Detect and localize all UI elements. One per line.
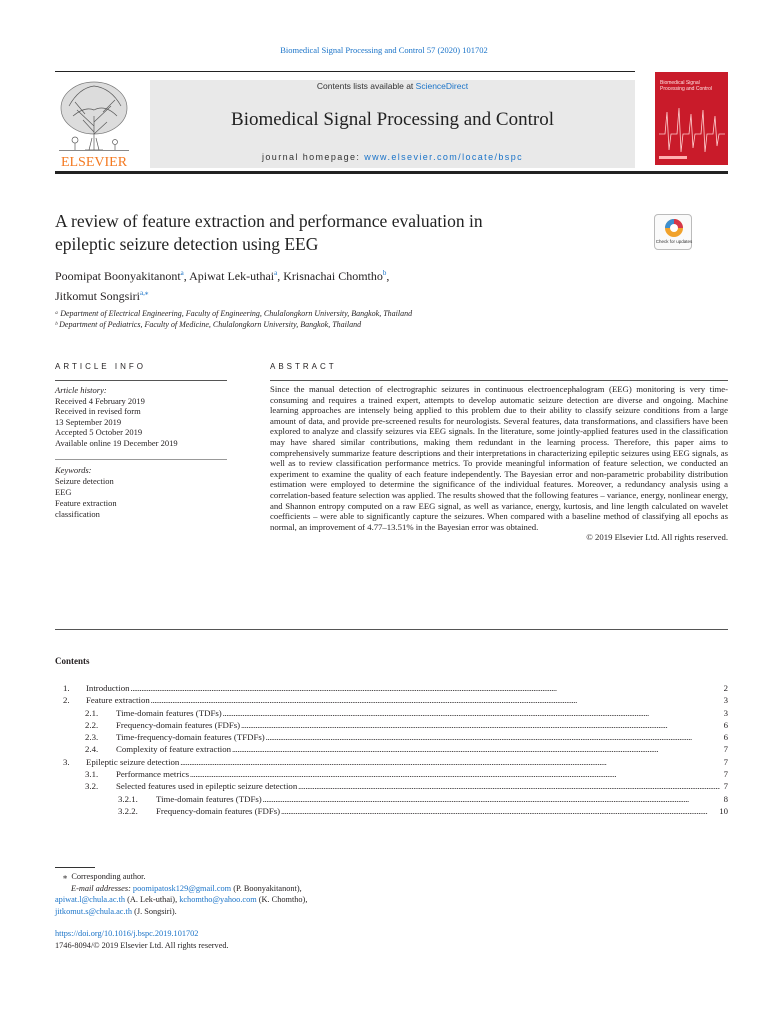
history-item: Accepted 5 October 2019	[55, 427, 143, 438]
email-line-2	[55, 894, 515, 906]
journal-citation-link[interactable]: Biomedical Signal Processing and Control 57 (2020) 101702	[280, 45, 488, 55]
email-link[interactable]: apiwat.l@chula.ac.th	[55, 895, 126, 904]
toc-entry-label[interactable]: Introduction . . .	[86, 682, 720, 694]
author-name[interactable]: Jitkomut Songsiri	[55, 289, 141, 303]
toc-entry[interactable]	[55, 707, 728, 719]
toc-entry-page[interactable]: 7	[723, 756, 728, 767]
journal-citation[interactable]	[0, 45, 768, 55]
toc-entry[interactable]	[55, 743, 728, 755]
keywords	[55, 465, 227, 520]
footnote-rule	[55, 867, 95, 868]
article-info-rule	[55, 380, 227, 381]
history-item: Received in revised form	[55, 406, 141, 417]
cover-signal-graphic	[655, 72, 728, 165]
toc-entry-page[interactable]: 8	[723, 793, 728, 804]
keyword: Feature extraction	[55, 498, 117, 508]
doi-link[interactable]: https://doi.org/10.1016/j.bspc.2019.101702	[55, 929, 199, 938]
journal-homepage	[150, 152, 635, 162]
article-title-line-1: A review of feature extraction and performance evaluation in	[55, 211, 483, 231]
keyword: classification	[55, 509, 100, 519]
toc-entry-label[interactable]: Frequency-domain features (FDFs) . . .	[156, 805, 720, 817]
email-line-1	[55, 883, 515, 895]
email-owner: (P. Boonyakitanont),	[231, 883, 302, 893]
keywords-divider	[55, 459, 227, 460]
author-affiliation-mark[interactable]: a,⁎	[140, 289, 149, 297]
contents-heading: Contents	[55, 656, 90, 666]
toc-entry-page[interactable]: 7	[723, 781, 728, 792]
toc-entry-label[interactable]: Feature extraction . . .	[86, 694, 720, 706]
article-info-heading: ARTICLE INFO	[55, 362, 146, 371]
homepage-label: journal homepage:	[261, 152, 365, 162]
toc-entry[interactable]	[55, 756, 728, 768]
toc-entry-label[interactable]: Frequency-domain features (FDFs) . . .	[116, 719, 720, 731]
elsevier-tree-icon	[55, 76, 133, 168]
elsevier-logo[interactable]	[55, 76, 133, 168]
crossmark-icon	[655, 215, 693, 251]
toc-entry-number: 2.2.	[85, 719, 99, 730]
abstract-rule	[270, 380, 728, 381]
affiliation-b: ᵇ Department of Pediatrics, Faculty of Medicine, Chulalongkorn University, Bangkok, Thailand	[55, 320, 362, 329]
history-item: Received 4 February 2019	[55, 395, 145, 406]
toc-entry-number: 2.4.	[85, 744, 99, 755]
keywords-label: Keywords:	[55, 465, 92, 475]
history-item: Available online 19 December 2019	[55, 437, 178, 448]
author-name[interactable]: Poomipat Boonyakitanont	[55, 269, 181, 283]
abstract-body	[270, 384, 728, 543]
contents-available	[150, 81, 635, 91]
toc-entry-number: 1.	[63, 683, 70, 693]
email-link[interactable]: poomipatosk129@gmail.com	[132, 883, 232, 893]
toc-entry[interactable]	[55, 793, 728, 805]
email-link[interactable]: jitkomut.s@chula.ac.th	[55, 906, 132, 916]
email-label: E-mail addresses:	[71, 883, 133, 893]
toc-entry-page[interactable]: 7	[723, 769, 728, 780]
elsevier-wordmark: ELSEVIER	[60, 155, 128, 168]
email-line-3	[55, 906, 515, 918]
abstract-copyright: © 2019 Elsevier Ltd. All rights reserved.	[586, 532, 728, 543]
toc-entry-page[interactable]: 7	[723, 744, 728, 755]
toc-entry[interactable]	[55, 805, 728, 817]
header-bottom-rule	[55, 171, 728, 174]
toc-entry-number: 3.	[63, 756, 70, 767]
issn-copyright: 1746-8094/© 2019 Elsevier Ltd. All rights reserved.	[55, 940, 229, 950]
toc-entry-page[interactable]: 3	[723, 707, 728, 718]
affiliations	[55, 308, 615, 330]
corresponding-author-text: Corresponding author.	[71, 872, 146, 881]
author-separator: ,	[183, 269, 190, 283]
toc-entry[interactable]	[55, 780, 728, 792]
toc-entry[interactable]	[55, 682, 728, 694]
author-name[interactable]: Krisnachai Chomtho	[283, 269, 383, 283]
history-item: 13 September 2019	[55, 416, 122, 427]
abstract-text: Since the manual detection of electrographic seizures in continuous electroencephalogram (EEG) monitoring is very time-consuming and requires a trained expert, attempts to develop automatic seizure detection are diverse and ongoing. Machine learning approaches are intensely being applied to this problem due to their ability to classify seizure conditions from a large amount of data, and provide pre-screened results for neurologists. Several features, data transformations, and classifiers have been explored to analyze and classify seizures via EEG signals. In the literature, some jointly-applied features used in the classification may have shared similar contributions, making them redundant in the learning process. Therefore, this paper aims to comprehensively summarize feature descriptions and their interpretations in characterizing epileptic seizures using EEG signals, as well as to review classification performance metrics. To provide meaningful information of feature selection, we conducted an experiment to examine the quality of each feature independently. The Bayesian error and non-parametric probability distribution estimation were employed to determine the significance of the individual features. Moreover, a redundancy analysis using a correlation-based feature selection was applied. The results showed that the following features – variance, energy, nonlinear energy, and Shannon entropy computed on a raw EEG signal, as well as variance, energy, kurtosis, and line length calculated on wavelet coefficients – were able to significantly capture the seizures. When compared with a baseline method of classifying all epochs as normal, an improvement of 4.77–13.51% in the Bayesian error was obtained.	[270, 384, 728, 532]
email-owner: (J. Songsiri).	[132, 906, 177, 916]
corresponding-mark: ⁎	[63, 872, 68, 881]
toc-entry[interactable]	[55, 719, 728, 731]
toc-entry-label[interactable]: Epileptic seizure detection . . .	[86, 756, 720, 768]
toc-entry-page[interactable]: 2	[723, 683, 728, 693]
check-for-updates-button[interactable]	[654, 214, 692, 250]
toc-entry-number: 2.	[63, 695, 70, 706]
toc-entry-page[interactable]: 10	[719, 805, 728, 816]
email-owner: (A. Lek-uthai),	[125, 895, 180, 904]
abstract-heading: ABSTRACT	[270, 362, 337, 371]
toc-entry-page[interactable]: 6	[723, 732, 728, 743]
affiliation-a: ᵃ Department of Electrical Engineering, Faculty of Engineering, Chulalongkorn University, Bangkok, Thailand	[55, 309, 413, 318]
article-title	[55, 210, 615, 256]
contents-available-text: Contents lists available at	[316, 81, 416, 91]
article-title-line-2: epileptic seizure detection using EEG	[55, 234, 319, 254]
keyword: EEG	[55, 487, 72, 497]
author-affiliation-mark[interactable]: a	[274, 269, 278, 277]
corresponding-author-note	[55, 871, 515, 883]
journal-banner	[150, 80, 635, 168]
toc-entry-page[interactable]: 6	[723, 719, 728, 730]
abstract-bottom-rule	[55, 629, 728, 630]
author-name[interactable]: Apiwat Lek-uthai	[189, 269, 275, 283]
author-separator: ,	[277, 269, 284, 283]
journal-cover-thumbnail[interactable]	[655, 72, 728, 165]
sciencedirect-link[interactable]: ScienceDirect	[415, 81, 469, 91]
crossmark-label: Check for updates	[655, 239, 693, 244]
author-affiliation-mark[interactable]: b	[382, 269, 387, 277]
toc-entry-number: 3.2.	[85, 781, 99, 792]
history-label: Article history:	[55, 385, 107, 395]
toc-entry[interactable]	[55, 768, 728, 780]
toc-entry-label[interactable]: Time-domain features (TDFs) . . .	[116, 707, 720, 719]
toc-entry-number: 2.3.	[85, 732, 99, 743]
doi-block	[55, 928, 515, 951]
toc-entry-number: 3.2.1.	[118, 793, 138, 804]
toc-entry-label[interactable]: Performance metrics . . .	[116, 768, 720, 780]
author-affiliation-mark[interactable]: a	[180, 269, 184, 277]
author-separator: ,	[386, 269, 390, 283]
keyword: Seizure detection	[55, 476, 114, 486]
article-history	[55, 385, 227, 449]
cover-title: Biomedical Signal Processing and Control	[660, 80, 712, 92]
toc-entry-label[interactable]: Time-frequency-domain features (TFDFs) . . .	[116, 731, 720, 743]
toc-entry-label[interactable]: Selected features used in epileptic seizure detection . . .	[116, 780, 720, 792]
email-owner: (K. Chomtho),	[256, 895, 308, 904]
table-of-contents	[55, 682, 728, 817]
homepage-link[interactable]: www.elsevier.com/locate/bspc	[364, 152, 523, 162]
toc-entry-label[interactable]: Complexity of feature extraction . . .	[116, 743, 720, 755]
footnotes	[55, 871, 515, 917]
toc-entry-number: 3.2.2.	[118, 805, 138, 816]
toc-entry-label[interactable]: Time-domain features (TDFs) . . .	[156, 793, 720, 805]
toc-entry-page[interactable]: 3	[723, 695, 728, 706]
toc-entry[interactable]	[55, 731, 728, 743]
journal-header	[55, 72, 728, 168]
toc-entry[interactable]	[55, 694, 728, 706]
email-link[interactable]: kchomtho@yahoo.com	[179, 895, 257, 904]
toc-entry-number: 2.1.	[85, 707, 99, 718]
author-list	[55, 265, 615, 305]
journal-title: Biomedical Signal Processing and Control	[231, 109, 554, 130]
toc-entry-number: 3.1.	[85, 769, 99, 780]
